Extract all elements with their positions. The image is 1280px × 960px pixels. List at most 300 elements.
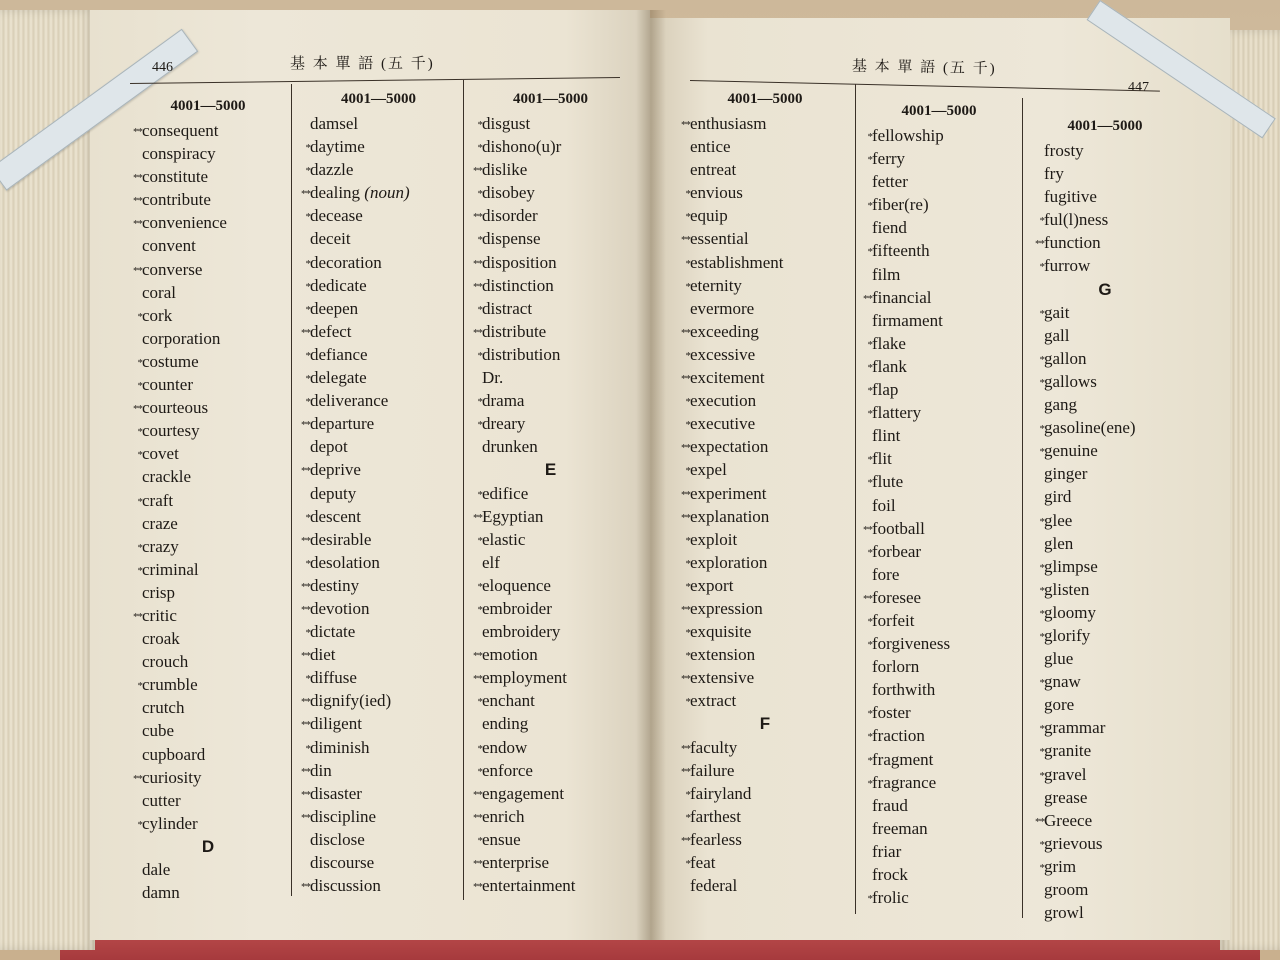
frequency-mark: **: [301, 788, 310, 801]
frequency-mark: **: [473, 165, 482, 178]
word-entry: [858, 771, 1020, 794]
word-entry: [858, 263, 1020, 286]
frequency-mark: **: [473, 673, 482, 686]
word-text: distinction: [482, 275, 554, 295]
word-entry: [468, 505, 633, 528]
word-entry: [296, 297, 461, 320]
frequency-mark: *: [477, 303, 482, 316]
word-entry: [676, 412, 854, 435]
word-text: damn: [142, 883, 180, 903]
right-word-column-3: [1030, 115, 1180, 924]
word-text: gait: [1044, 302, 1070, 322]
word-text: feat: [690, 853, 716, 872]
word-entry: [296, 505, 461, 528]
frequency-mark: *: [137, 564, 142, 577]
word-entry: [858, 147, 1020, 170]
word-text: expectation: [690, 437, 769, 457]
word-entry: [858, 193, 1020, 216]
frequency-mark: **: [301, 811, 310, 824]
word-entry: [1030, 786, 1180, 809]
word-text: fraction: [872, 726, 925, 746]
word-entry: [858, 540, 1020, 563]
word-entry: [1030, 416, 1180, 439]
word-entry: [296, 343, 461, 366]
frequency-mark: *: [1039, 307, 1044, 320]
word-entry: [1030, 301, 1180, 324]
word-text: distribute: [482, 321, 547, 341]
word-entry: [128, 165, 288, 188]
word-text: forthwith: [872, 680, 936, 700]
word-text: enterprise: [482, 853, 550, 872]
word-text: forfeit: [872, 610, 915, 630]
frequency-mark: *: [1039, 723, 1044, 736]
word-text: deprive: [310, 460, 361, 480]
frequency-mark: **: [133, 403, 142, 416]
frequency-mark: **: [301, 765, 310, 778]
word-text: grievous: [1044, 833, 1103, 853]
frequency-mark: *: [1039, 261, 1044, 274]
frequency-mark: *: [477, 742, 482, 755]
word-text: flake: [872, 333, 906, 353]
word-text: fearless: [690, 829, 742, 849]
word-entry: [1030, 324, 1180, 347]
word-text: eternity: [690, 275, 742, 295]
word-entry: [296, 874, 461, 897]
frequency-mark: *: [1039, 561, 1044, 574]
frequency-mark: *: [867, 246, 872, 259]
word-entry: [1030, 716, 1180, 739]
word-entry: [128, 743, 288, 766]
word-text: flap: [872, 380, 899, 400]
word-entry: [296, 828, 461, 851]
frequency-mark: **: [863, 292, 872, 305]
word-entry: [128, 558, 288, 581]
word-entry: [128, 604, 288, 627]
frequency-mark: **: [301, 650, 310, 663]
frequency-mark: *: [867, 615, 872, 628]
frequency-mark: **: [473, 858, 482, 870]
word-entry: [296, 782, 461, 805]
word-entry: [676, 597, 854, 620]
word-text: cork: [142, 305, 173, 325]
word-entry: [468, 389, 633, 412]
word-text: fry: [1044, 164, 1064, 184]
frequency-mark: *: [867, 408, 872, 421]
word-text: crouch: [142, 652, 189, 672]
word-entry: [296, 251, 461, 274]
frequency-mark: *: [685, 349, 690, 362]
frequency-mark: *: [137, 818, 142, 831]
word-text: foil: [872, 495, 896, 515]
word-text: enrich: [482, 806, 525, 826]
word-entry: [128, 442, 288, 465]
word-text: dazzle: [310, 160, 354, 180]
frequency-mark: *: [685, 534, 690, 547]
word-entry: [676, 736, 854, 759]
word-entry: [858, 655, 1020, 678]
word-entry: [128, 373, 288, 396]
word-entry: [468, 528, 633, 551]
frequency-mark: *: [685, 465, 690, 478]
word-entry: [468, 805, 633, 828]
frequency-mark: **: [301, 465, 310, 478]
word-text: consequent: [142, 121, 219, 140]
word-text: exploit: [690, 529, 738, 549]
frequency-mark: *: [477, 234, 482, 247]
word-entry: [676, 505, 854, 528]
word-entry: [468, 181, 633, 204]
frequency-mark: *: [685, 858, 690, 870]
frequency-mark: **: [681, 511, 690, 524]
word-entry: [468, 343, 633, 366]
word-text: diffuse: [310, 668, 357, 688]
word-text: deliverance: [310, 391, 389, 411]
word-entry: [1030, 555, 1180, 578]
frequency-mark: *: [867, 361, 872, 374]
right-column-divider-2: [1022, 98, 1023, 918]
word-text: cutter: [142, 790, 181, 810]
frequency-mark: **: [133, 610, 142, 623]
word-text: convenience: [142, 213, 227, 233]
word-entry: [128, 258, 288, 281]
word-entry: [1030, 578, 1180, 601]
word-entry: [858, 470, 1020, 493]
word-text: frock: [872, 865, 908, 884]
left-word-column-3: [468, 88, 633, 897]
word-text: discourse: [310, 853, 375, 872]
word-text: glue: [1044, 649, 1074, 669]
frequency-mark: *: [685, 557, 690, 570]
word-text: gravel: [1044, 764, 1087, 784]
word-text: experiment: [690, 483, 767, 503]
frequency-mark: **: [681, 603, 690, 616]
frequency-mark: *: [867, 777, 872, 790]
frequency-mark: *: [867, 754, 872, 767]
word-entry: [1030, 185, 1180, 208]
word-entry: [128, 234, 288, 257]
word-entry: [296, 482, 461, 505]
frequency-mark: *: [137, 541, 142, 554]
word-text: glee: [1044, 510, 1073, 530]
frequency-mark: *: [477, 142, 482, 155]
column-range-heading: 4001—5000: [513, 91, 588, 107]
frequency-mark: *: [1039, 677, 1044, 690]
word-entry: [858, 609, 1020, 632]
word-entry: [128, 188, 288, 211]
word-entry: [676, 874, 854, 897]
word-entry: [296, 597, 461, 620]
left-page-number: 446: [152, 60, 173, 75]
word-entry: [128, 696, 288, 719]
word-text: croak: [142, 629, 180, 649]
word-entry: [676, 851, 854, 874]
frequency-mark: *: [305, 673, 310, 686]
frequency-mark: **: [1035, 238, 1044, 251]
word-entry: [296, 135, 461, 158]
frequency-mark: **: [301, 603, 310, 616]
frequency-mark: *: [137, 380, 142, 393]
word-entry: [468, 620, 633, 643]
frequency-mark: **: [473, 257, 482, 270]
word-text: frolic: [872, 888, 909, 908]
frequency-mark: *: [305, 211, 310, 224]
word-entry: [296, 181, 461, 204]
word-entry: [128, 396, 288, 419]
word-text: descent: [310, 506, 361, 526]
word-entry: [1030, 254, 1180, 277]
word-entry: [128, 512, 288, 535]
word-text: daytime: [310, 137, 365, 157]
word-text: disaster: [310, 783, 362, 803]
word-entry: [296, 204, 461, 227]
word-entry: [676, 620, 854, 643]
word-text: flank: [872, 356, 907, 376]
frequency-mark: *: [1039, 607, 1044, 620]
word-text: foresee: [872, 587, 922, 607]
frequency-mark: *: [1039, 746, 1044, 759]
word-entry: [296, 320, 461, 343]
word-text: glisten: [1044, 579, 1090, 599]
frequency-mark: **: [681, 742, 690, 755]
word-text: export: [690, 575, 734, 595]
frequency-mark: *: [477, 834, 482, 847]
word-entry: [676, 482, 854, 505]
frequency-mark: **: [681, 234, 690, 247]
section-letter: E: [544, 460, 557, 480]
word-text: devotion: [310, 598, 370, 618]
word-text: engagement: [482, 783, 565, 803]
word-entry: [676, 528, 854, 551]
word-text: extract: [690, 691, 737, 711]
word-text: gore: [1044, 695, 1075, 715]
word-entry: [676, 389, 854, 412]
word-text: football: [872, 518, 925, 538]
frequency-mark: **: [473, 280, 482, 293]
word-text: fellowship: [872, 126, 944, 145]
word-text: embroidery: [482, 622, 561, 642]
word-text: decoration: [310, 252, 382, 272]
column-range-heading: 4001—5000: [901, 103, 977, 119]
word-entry: [128, 211, 288, 234]
frequency-mark: **: [681, 765, 690, 778]
word-text: equip: [690, 206, 728, 226]
word-text: dignify(ied): [310, 691, 392, 711]
word-entry: [676, 435, 854, 458]
word-text: destiny: [310, 575, 360, 595]
word-text: genuine: [1044, 441, 1098, 461]
word-text: diet: [310, 645, 336, 665]
frequency-mark: **: [301, 419, 310, 432]
word-text: entice: [690, 137, 731, 157]
word-text: crisp: [142, 582, 176, 602]
word-text: entertainment: [482, 876, 576, 896]
word-entry: [676, 689, 854, 712]
frequency-mark: **: [133, 772, 142, 785]
word-entry: [468, 297, 633, 320]
frequency-mark: **: [863, 523, 872, 536]
word-entry: [676, 343, 854, 366]
word-text: ensue: [482, 829, 521, 849]
word-text: endow: [482, 737, 528, 757]
frequency-mark: *: [867, 131, 872, 143]
word-entry: [858, 216, 1020, 239]
word-entry: [468, 158, 633, 181]
word-entry: [1030, 832, 1180, 855]
word-text: gloomy: [1044, 602, 1096, 622]
word-entry: [676, 181, 854, 204]
word-text: cube: [142, 721, 175, 741]
word-text: corporation: [142, 328, 221, 348]
word-text: Dr.: [482, 368, 504, 388]
frequency-mark: *: [137, 495, 142, 508]
word-text: counter: [142, 375, 193, 395]
word-text: crutch: [142, 698, 185, 718]
word-text: flattery: [872, 403, 922, 423]
word-text: desirable: [310, 529, 372, 549]
word-entry: [296, 851, 461, 874]
right-column-divider-1: [855, 84, 856, 914]
word-text: expel: [690, 460, 727, 480]
word-text: critic: [142, 605, 177, 625]
word-entry: [128, 535, 288, 558]
word-text: expression: [690, 598, 763, 618]
word-entry: [676, 666, 854, 689]
frequency-mark: **: [1035, 815, 1044, 828]
frequency-mark: *: [477, 534, 482, 547]
word-text: envious: [690, 183, 743, 203]
word-entry: [858, 286, 1020, 309]
frequency-mark: *: [1039, 215, 1044, 228]
word-text: financial: [872, 287, 932, 307]
word-entry: [858, 355, 1020, 378]
word-text: evermore: [690, 298, 755, 318]
word-text: dictate: [310, 622, 356, 642]
frequency-mark: *: [477, 603, 482, 616]
section-letter: D: [201, 836, 215, 856]
frequency-mark: *: [685, 211, 690, 224]
word-entry: [296, 689, 461, 712]
word-text: cylinder: [142, 813, 198, 833]
word-entry: [676, 297, 854, 320]
frequency-mark: *: [867, 893, 872, 906]
frequency-mark: *: [137, 680, 142, 693]
word-entry: [296, 366, 461, 389]
word-entry: [468, 643, 633, 666]
word-text: deepen: [310, 298, 359, 318]
frequency-mark: *: [477, 419, 482, 432]
word-text: embroider: [482, 598, 552, 618]
word-text: freeman: [872, 818, 928, 838]
word-text: covet: [142, 444, 179, 464]
word-entry: [468, 135, 633, 158]
word-entry: [676, 805, 854, 828]
word-text: grease: [1044, 787, 1088, 807]
word-text: grim: [1044, 856, 1077, 876]
left-word-column-1: [128, 95, 288, 904]
word-entry: [676, 274, 854, 297]
word-entry: [128, 812, 288, 835]
word-text: costume: [142, 351, 199, 371]
word-entry: [128, 673, 288, 696]
word-entry: [1030, 393, 1180, 416]
word-entry: [858, 794, 1020, 817]
word-entry: [1030, 462, 1180, 485]
word-text: discipline: [310, 806, 377, 826]
word-entry: [676, 204, 854, 227]
word-entry: [1030, 139, 1180, 162]
word-entry: [1030, 532, 1180, 555]
word-text: gasoline(ene): [1044, 418, 1136, 438]
frequency-mark: **: [681, 326, 690, 339]
word-text: edifice: [482, 483, 529, 503]
word-text: damsel: [310, 114, 359, 133]
word-entry: [468, 874, 633, 897]
word-entry: [296, 158, 461, 181]
word-entry: [858, 748, 1020, 771]
word-entry: [468, 736, 633, 759]
word-text: groom: [1044, 880, 1089, 899]
word-entry: [676, 574, 854, 597]
word-entry: [1030, 693, 1180, 716]
right-running-head: 基 本 單 語 (五 千): [851, 58, 997, 78]
word-entry: [858, 124, 1020, 147]
word-entry: [858, 817, 1020, 840]
word-text: elf: [482, 552, 500, 572]
word-entry: [128, 419, 288, 442]
frequency-mark: **: [681, 373, 690, 386]
word-text: faculty: [690, 737, 738, 757]
frequency-mark: *: [685, 580, 690, 593]
frequency-mark: *: [1039, 838, 1044, 851]
frequency-mark: *: [305, 165, 310, 178]
word-text: frosty: [1044, 141, 1084, 160]
word-text: Greece: [1044, 810, 1093, 830]
word-text: establishment: [690, 252, 784, 272]
word-text: fragment: [872, 749, 934, 769]
frequency-mark: *: [305, 257, 310, 270]
word-entry: [128, 465, 288, 488]
word-text: friar: [872, 841, 902, 861]
word-entry: [468, 666, 633, 689]
frequency-mark: *: [685, 188, 690, 201]
word-entry: [676, 782, 854, 805]
word-text: cupboard: [142, 744, 206, 764]
word-text: curiosity: [142, 767, 202, 787]
word-entry: [468, 712, 633, 735]
frequency-mark: **: [681, 488, 690, 501]
frequency-mark: *: [1039, 515, 1044, 528]
word-entry: [858, 724, 1020, 747]
word-text: dislike: [482, 160, 528, 180]
column-range-heading: 4001—5000: [727, 91, 803, 107]
word-text: desolation: [310, 552, 380, 572]
word-text: gall: [1044, 325, 1070, 345]
word-entry: [676, 227, 854, 250]
frequency-mark: *: [137, 426, 142, 439]
word-text: forlorn: [872, 657, 920, 677]
frequency-mark: *: [867, 639, 872, 652]
word-entry: [128, 119, 288, 142]
word-entry: [128, 281, 288, 304]
word-entry: [468, 551, 633, 574]
word-entry: [296, 643, 461, 666]
frequency-mark: **: [473, 811, 482, 824]
word-text: gallon: [1044, 348, 1087, 368]
word-text: ferry: [872, 149, 906, 169]
word-text: emotion: [482, 645, 538, 665]
word-text: ful(l)ness: [1044, 210, 1109, 230]
word-text: granite: [1044, 741, 1092, 761]
